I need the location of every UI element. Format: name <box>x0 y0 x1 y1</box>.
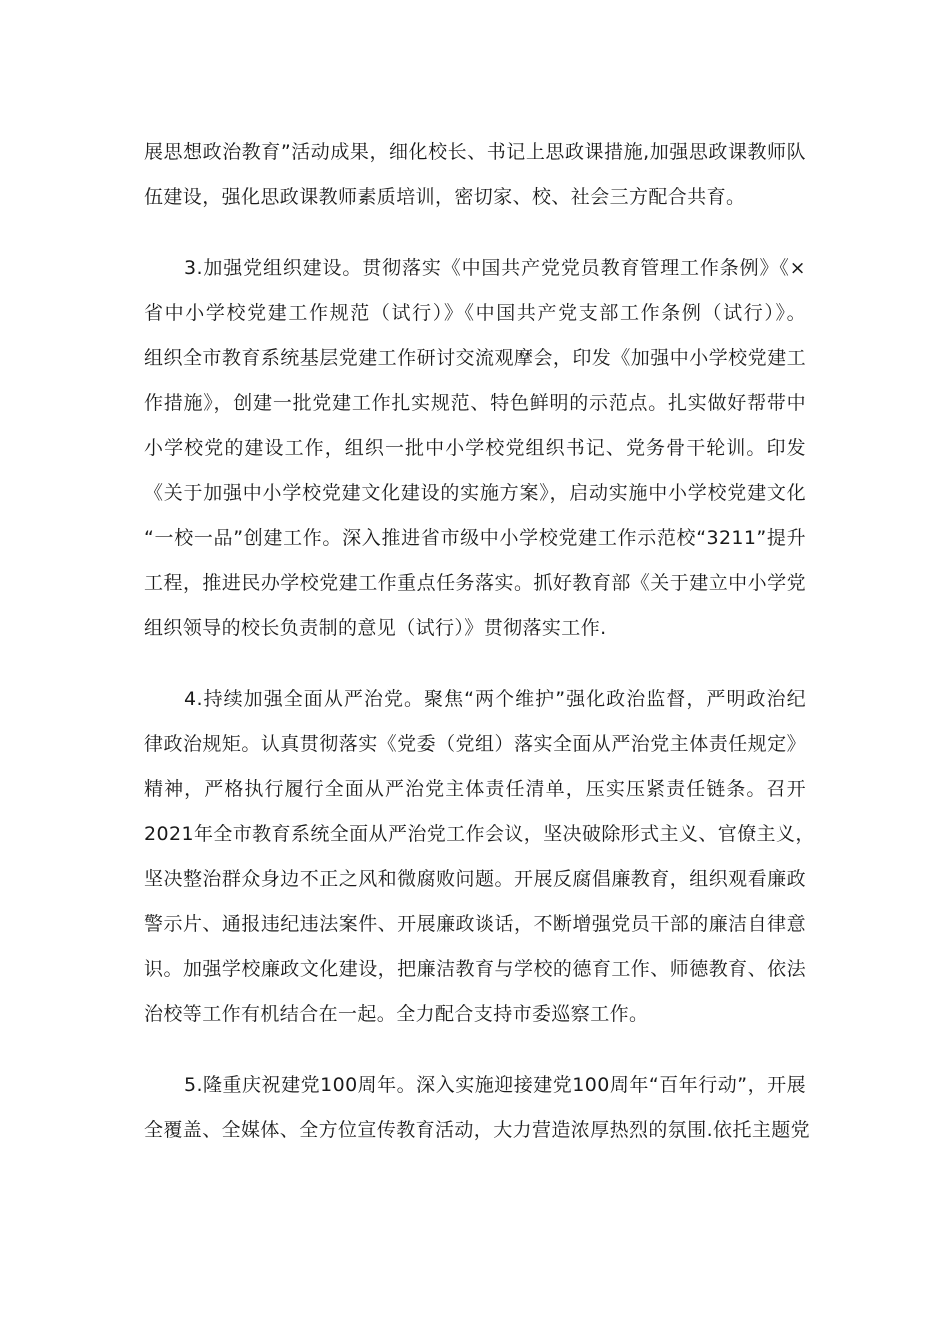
text-line: 组织领导的校长负责制的意见（试行）》贯彻落实工作. <box>144 617 607 639</box>
text-line: 4.持续加强全面从严治党。聚焦“两个维护”强化政治监督，严明政治纪 <box>184 688 806 710</box>
paragraph-party-organization <box>144 246 806 651</box>
paragraph-ideology-education <box>144 130 806 220</box>
document-body <box>144 130 815 1153</box>
text-line: “一校一品”创建工作。深入推进省市级中小学校党建工作示范校“3211”提升 <box>144 527 806 549</box>
paragraph-strict-governance <box>144 677 815 1037</box>
text-line: 作措施》，创建一批党建工作扎实规范、特色鲜明的示范点。扎实做好帮带中 <box>144 392 806 414</box>
text-line: 《关于加强中小学校党建文化建设的实施方案》，启动实施中小学校党建文化 <box>144 482 806 504</box>
text-line: 全覆盖、全媒体、全方位宣传教育活动，大力营造浓厚热烈的氛围.依托主题党 <box>144 1119 811 1141</box>
text-line: 律政治规矩。认真贯彻落实《党委（党组）落实全面从严治党主体责任规定》 <box>144 733 806 755</box>
text-line: 工程，推进民办学校党建工作重点任务落实。抓好教育部《关于建立中小学党 <box>144 572 806 594</box>
text-line: 坚决整治群众身边不正之风和微腐败问题。开展反腐倡廉教育，组织观看廉政 <box>144 868 806 890</box>
text-line: 展思想政治教育”活动成果，细化校长、书记上思政课措施,加强思政课教师队 <box>144 141 806 163</box>
text-line: 精神，严格执行履行全面从严治党主体责任清单，压实压紧责任链条。召开 <box>144 778 806 800</box>
text-line: 组织全市教育系统基层党建工作研讨交流观摩会，印发《加强中小学校党建工 <box>144 347 806 369</box>
paragraph-centenary-celebration <box>144 1063 811 1153</box>
text-line: 2021年全市教育系统全面从严治党工作会议，坚决破除形式主义、官僚主义， <box>144 823 815 845</box>
text-line: 治校等工作有机结合在一起。全力配合支持市委巡察工作。 <box>144 1003 649 1025</box>
text-line: 小学校党的建设工作，组织一批中小学校党组织书记、党务骨干轮训。印发 <box>144 437 806 459</box>
text-line: 5.隆重庆祝建党100周年。深入实施迎接建党100周年“百年行动”，开展 <box>184 1074 806 1096</box>
text-line: 省中小学校党建工作规范（试行）》《中国共产党支部工作条例（试行）》。 <box>144 302 806 324</box>
text-line: 警示片、通报违纪违法案件、开展廉政谈话，不断增强党员干部的廉洁自律意 <box>144 913 806 935</box>
text-line: 3.加强党组织建设。贯彻落实《中国共产党党员教育管理工作条例》《× <box>184 257 806 279</box>
text-line: 伍建设，强化思政课教师素质培训，密切家、校、社会三方配合共育。 <box>144 186 746 208</box>
text-line: 识。加强学校廉政文化建设，把廉洁教育与学校的德育工作、师德教育、依法 <box>144 958 806 980</box>
